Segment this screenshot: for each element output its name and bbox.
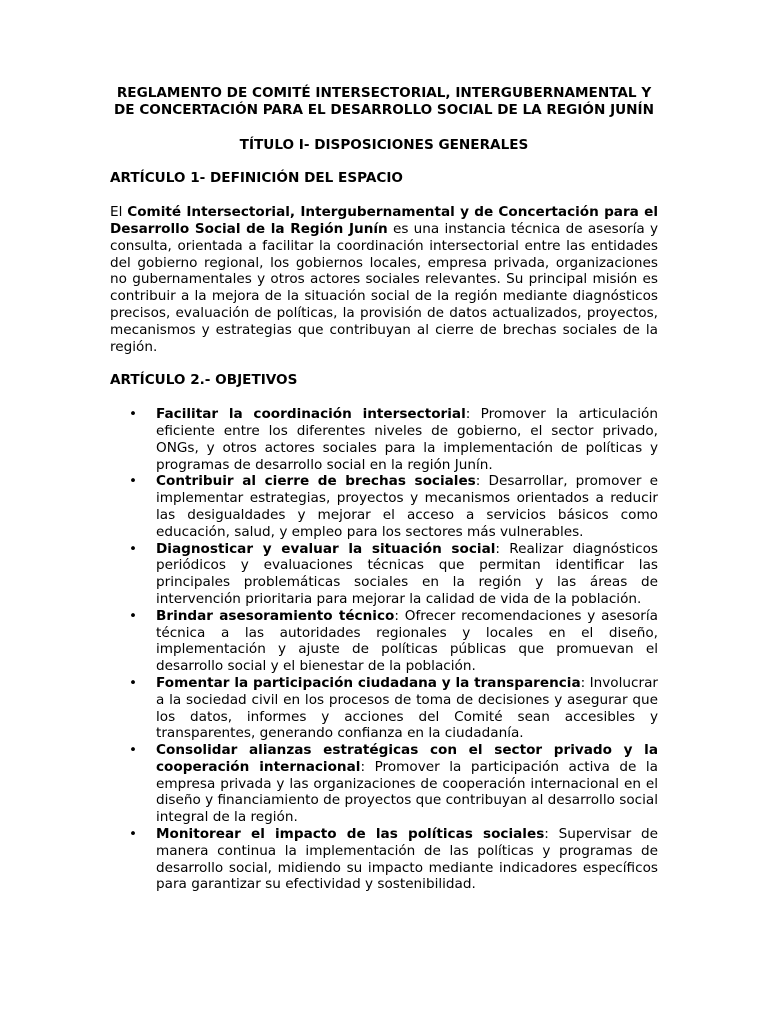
bullet-icon: • bbox=[128, 742, 138, 759]
objective-lead: Brindar asesoramiento técnico bbox=[156, 607, 395, 624]
article-1-committee-name: Comité Intersectorial, Intergubernamental y de Concertación para el Desarrollo Social de la Región Junín bbox=[110, 204, 659, 237]
objective-lead: Diagnosticar y evaluar la situación social bbox=[156, 540, 496, 557]
objective-lead: Monitorear el impacto de las políticas sociales bbox=[156, 826, 545, 843]
section-title: TÍTULO I- DISPOSICIONES GENERALES bbox=[239, 136, 529, 153]
bullet-icon: • bbox=[128, 674, 138, 691]
objective-text: : Realizar diagnósticos periódicos y evaluaciones técnicas que permitan identificar las principales problemáticas sociales en la región y las áreas de intervención prioritaria para mejorar la calidad de vida de la población. bbox=[156, 540, 659, 607]
objective-lead: Consolidar alianzas estratégicas con el sector privado y la cooperación internacional bbox=[156, 742, 658, 775]
document-body bbox=[110, 85, 658, 893]
article-1-heading: ARTÍCULO 1- DEFINICIÓN DEL ESPACIO bbox=[110, 170, 403, 187]
objective-lead: Fomentar la participación ciudadana y la transparencia bbox=[156, 674, 581, 691]
objective-text: : Desarrollar, promover e implementar estrategias, proyectos y mecanismos orientados a reducir las desigualdades y mejorar el acceso a servicios básicos como educación, salud, y empleo para los sectores más vulnerables. bbox=[156, 473, 658, 540]
list-item bbox=[110, 826, 658, 893]
objective-text: : Ofrecer recomendaciones y asesoría técnica a las autoridades regionales y locales en el diseño, implementación y ajuste de políticas públicas que promuevan el desarrollo social y el bienestar de la población. bbox=[156, 607, 658, 675]
list-item bbox=[110, 675, 658, 742]
bullet-icon: • bbox=[128, 473, 138, 490]
objective-text: : Supervisar de manera continua la implementación de las políticas y programas de desarrollo social, midiendo su impacto mediante indicadores específicos para garantizar su efectividad y sostenibilidad. bbox=[156, 826, 658, 893]
document-title: REGLAMENTO DE COMITÉ INTERSECTORIAL, INTERGUBERNAMENTAL Y DE CONCERTACIÓN PARA EL DESARROLLO SOCIAL DE LA REGIÓN JUNÍN bbox=[114, 85, 654, 118]
article-1-body: es una instancia técnica de asesoría y consulta, orientada a facilitar la coordinación intersectorial entre las entidades del gobierno regional, los gobiernos locales, empresa privada, organizaciones no gubernamentales y otros actores sociales relevantes. Su principal misión es contribuir a la mejora de la situación social de la región mediante diagnósticos precisos, evaluación de políticas, la provisión de datos actualizados, proyectos, mecanismos y estrategias que contribuyan al cierre de brechas sociales de la región. bbox=[110, 220, 658, 355]
list-item bbox=[110, 541, 658, 608]
objective-lead: Contribuir al cierre de brechas sociales bbox=[156, 473, 476, 490]
objective-text: : Involucrar a la sociedad civil en los procesos de toma de decisiones y asegurar que los datos, informes y acciones del Comité sean accesibles y transparentes, generando confianza en la ciudadanía. bbox=[156, 674, 659, 742]
bullet-icon: • bbox=[128, 826, 138, 843]
list-item bbox=[110, 473, 658, 540]
objective-lead: Facilitar la coordinación intersectorial bbox=[156, 406, 466, 423]
list-item bbox=[110, 742, 658, 826]
objective-text: : Promover la participación activa de la empresa privada y las organizaciones de cooperación internacional en el diseño y financiamiento de proyectos que contribuyan al desarrollo social integral de la región. bbox=[156, 758, 658, 826]
list-item bbox=[110, 406, 658, 473]
article-1-intro: El bbox=[110, 204, 128, 221]
article-2-heading: ARTÍCULO 2.- OBJETIVOS bbox=[110, 372, 298, 389]
article-1-paragraph bbox=[110, 204, 658, 355]
bullet-icon: • bbox=[128, 607, 138, 624]
bullet-icon: • bbox=[128, 540, 138, 557]
objectives-list bbox=[110, 406, 658, 893]
list-item bbox=[110, 608, 658, 675]
objective-text: : Promover la articulación eficiente entre los diferentes niveles de gobierno, el sector privado, ONGs, y otros actores sociales para la implementación de políticas y programas de desarrollo social en la región Junín. bbox=[156, 406, 658, 473]
bullet-icon: • bbox=[128, 406, 138, 423]
